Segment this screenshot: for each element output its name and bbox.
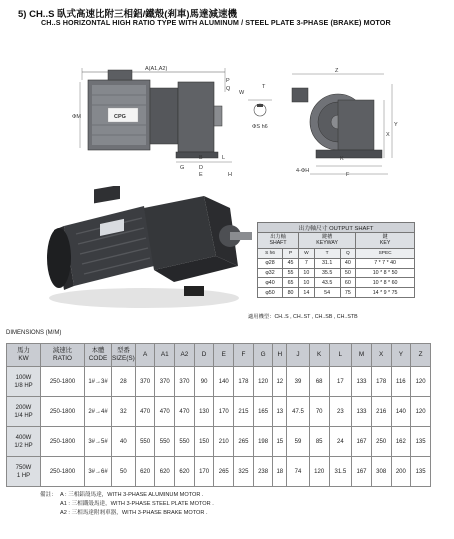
dim-size: 40 [112, 427, 136, 457]
shaft-symbol-row [258, 249, 415, 259]
dim-value: 24 [329, 427, 352, 457]
dim-code: 3#→5# [85, 427, 112, 457]
dim-label-f: F [346, 172, 350, 178]
dim-header-letter: A2 [175, 344, 195, 367]
dim-value: 167 [352, 427, 372, 457]
dim-value: 200 [391, 457, 411, 487]
shaft-cell: 55 [283, 268, 299, 278]
note-text: 三相鐵殼馬達，WITH 3-PHASE STEEL PLATE MOTOR . [71, 501, 214, 507]
dim-value: 31.5 [329, 457, 352, 487]
shaft-row [258, 278, 415, 288]
dim-label-b: B [199, 155, 203, 161]
shaft-cell: φ50 [258, 288, 283, 298]
dim-kw-cell [7, 367, 41, 397]
front-view-drawing [292, 68, 398, 178]
dim-value: 162 [391, 427, 411, 457]
shaft-cell: 35.5 [314, 268, 340, 278]
shaft-cell: 54 [314, 288, 340, 298]
shaft-cell: 14 * 9 * 75 [356, 288, 415, 298]
dim-ratio: 250-1800 [41, 367, 85, 397]
dim-value: 370 [175, 367, 195, 397]
dim-header-en: KW [18, 355, 29, 362]
dim-kw: 100W [15, 374, 32, 381]
shaft-table-body [258, 258, 415, 297]
dim-value: 133 [352, 397, 372, 427]
dim-value: 135 [411, 427, 431, 457]
dimension-row [7, 427, 431, 457]
dim-value: 39 [287, 367, 310, 397]
dim-value: 90 [194, 367, 214, 397]
dim-header-en: SIZE(S) [112, 355, 135, 362]
page-title: 5) CH..S 臥式高速比附三相鋁/鐵殼(剎車)馬達減速機 [18, 9, 238, 20]
notes [40, 491, 214, 518]
dim-value: 120 [411, 367, 431, 397]
dim-value: 15 [273, 427, 287, 457]
dim-size: 32 [112, 397, 136, 427]
shaft-cell: φ32 [258, 268, 283, 278]
dimension-row [7, 457, 431, 487]
shaft-detail-drawing [239, 84, 272, 130]
dim-code: 1#→3# [85, 367, 112, 397]
dim-header-letter: H [273, 344, 287, 367]
dim-header-kw [7, 344, 41, 367]
dim-header-letter: J [287, 344, 310, 367]
dim-hp: 1/2 HP [14, 442, 33, 449]
dimensions-header-row [7, 344, 431, 367]
dim-value: 130 [194, 397, 214, 427]
shaft-cell: 14 [299, 288, 315, 298]
dim-value: 215 [234, 397, 254, 427]
technical-drawings [0, 30, 454, 180]
brand-logo-side: CPG [114, 114, 126, 120]
dim-header-letter: Y [391, 344, 411, 367]
shaft-table-title: 出力軸尺寸 OUTPUT SHAFT [258, 223, 415, 233]
shaft-symbol-cell: Q [340, 249, 356, 259]
dim-value: 325 [234, 457, 254, 487]
shaft-group-keyway: 鍵槽 KEYWAY [299, 233, 356, 249]
dim-value: 470 [155, 397, 175, 427]
dim-label-d: D [199, 165, 203, 171]
dim-header-cn: 型番 [116, 347, 130, 354]
dim-header-ratio [41, 344, 85, 367]
dim-label-q: Q [226, 86, 231, 92]
dim-label-l: L [222, 155, 226, 161]
dim-value: 74 [287, 457, 310, 487]
dim-value: 620 [155, 457, 175, 487]
dim-hp: 1/8 HP [14, 382, 33, 389]
dim-header-letter: M [352, 344, 372, 367]
dim-kw-cell [7, 427, 41, 457]
dim-header-letter: F [234, 344, 254, 367]
shaft-cell: 75 [340, 288, 356, 298]
dim-value: 470 [175, 397, 195, 427]
dim-label-w: W [239, 90, 245, 96]
dim-value: 140 [214, 367, 234, 397]
dim-kw: 200W [15, 404, 32, 411]
shaft-row [258, 268, 415, 278]
shaft-cell: 45 [283, 258, 299, 268]
dim-label-g: G [180, 165, 185, 171]
dim-header-en: RATIO [52, 355, 73, 362]
shaft-cell: 7 [299, 258, 315, 268]
dim-value: 140 [391, 397, 411, 427]
dim-value: 250 [371, 427, 391, 457]
dim-label-y: Y [394, 122, 398, 128]
dim-header-letter: G [253, 344, 273, 367]
dim-header-cn: 本體 [91, 347, 105, 354]
dim-kw-cell [7, 397, 41, 427]
side-view-drawing [72, 66, 232, 178]
dim-header-cn: 減速比 [52, 347, 73, 354]
dim-value: 17 [329, 367, 352, 397]
dim-header-letter: L [329, 344, 352, 367]
shaft-row [258, 288, 415, 298]
dim-value: 265 [234, 427, 254, 457]
dim-label-e: E [199, 172, 203, 178]
dim-header-letter: D [194, 344, 214, 367]
dim-label-hole: 4-ΦH [296, 168, 310, 174]
shaft-cell: 7 * 7 * 40 [356, 258, 415, 268]
shaft-symbol-cell: S h6 [258, 249, 283, 259]
shaft-cell: 60 [340, 278, 356, 288]
dim-value: 68 [309, 367, 329, 397]
dim-value: 178 [371, 367, 391, 397]
dim-value: 167 [352, 457, 372, 487]
dim-value: 620 [175, 457, 195, 487]
dim-label-h: H [228, 172, 232, 178]
note-line [40, 500, 214, 509]
shaft-cell: 65 [283, 278, 299, 288]
dimensions-table-body [7, 367, 431, 487]
dim-label-phi-m: ΦM [72, 114, 81, 120]
dim-label-k: K [340, 156, 344, 162]
dim-label-phi-s: ΦS h6 [252, 124, 268, 130]
dim-label-a: A(A1,A2) [145, 66, 168, 72]
dim-value: 116 [391, 367, 411, 397]
dimension-row [7, 397, 431, 427]
page-subtitle: CH..S HORIZONTAL HIGH RATIO TYPE WITH ALUMINUM / STEEL PLATE 3-PHASE (BRAKE) MOTOR [41, 18, 391, 27]
dim-ratio: 250-1800 [41, 457, 85, 487]
dim-value: 133 [352, 367, 372, 397]
dim-label-x: X [386, 132, 390, 138]
dim-ratio: 250-1800 [41, 427, 85, 457]
dim-value: 198 [253, 427, 273, 457]
shaft-row [258, 258, 415, 268]
dim-value: 238 [253, 457, 273, 487]
shaft-cell: 10 * 8 * 60 [356, 278, 415, 288]
shaft-symbol-cell: P [283, 249, 299, 259]
dim-value: 210 [214, 427, 234, 457]
shaft-cell: φ28 [258, 258, 283, 268]
dim-value: 370 [135, 367, 155, 397]
dim-header-letter: A [135, 344, 155, 367]
dimensions-table [6, 343, 431, 487]
note-key: A : [60, 492, 67, 498]
dim-value: 12 [273, 367, 287, 397]
dim-value: 550 [135, 427, 155, 457]
dim-code: 2#→4# [85, 397, 112, 427]
dim-header-letter: Z [411, 344, 431, 367]
dim-header-code [85, 344, 112, 367]
dim-header-cn: 馬力 [17, 347, 30, 354]
dim-value: 470 [135, 397, 155, 427]
note-line [40, 509, 214, 518]
output-shaft-table [257, 222, 415, 298]
dim-kw: 750W [15, 464, 32, 471]
dim-value: 550 [155, 427, 175, 457]
dim-label-t: T [262, 84, 266, 90]
dim-header-letter: E [214, 344, 234, 367]
dim-size: 28 [112, 367, 136, 397]
dim-kw: 400W [15, 434, 32, 441]
dim-value: 70 [309, 397, 329, 427]
shaft-cell: 40 [340, 258, 356, 268]
shaft-cell: 10 [299, 278, 315, 288]
dim-value: 550 [175, 427, 195, 457]
dim-value: 170 [214, 397, 234, 427]
dim-value: 120 [309, 457, 329, 487]
dim-value: 178 [234, 367, 254, 397]
shaft-cell: 31.1 [314, 258, 340, 268]
dim-value: 47.5 [287, 397, 310, 427]
dim-value: 59 [287, 427, 310, 457]
dim-value: 18 [273, 457, 287, 487]
dim-header-letter: X [371, 344, 391, 367]
dim-header-en: CODE [88, 355, 108, 362]
shaft-cell: 10 * 8 * 50 [356, 268, 415, 278]
dimensions-label: DIMENSIONS (M/M) [6, 330, 62, 336]
dim-value: 170 [194, 457, 214, 487]
dim-value: 135 [411, 457, 431, 487]
dim-header-letter: K [309, 344, 329, 367]
dim-value: 85 [309, 427, 329, 457]
dim-value: 620 [135, 457, 155, 487]
note-prefix: 備註： [40, 492, 57, 498]
dim-value: 13 [273, 397, 287, 427]
dim-value: 165 [253, 397, 273, 427]
applicable-models: 適用機型：CH..S , CH..ST , CH..SB , CH..STB [248, 314, 358, 320]
dim-value: 370 [155, 367, 175, 397]
dim-value: 265 [214, 457, 234, 487]
dim-value: 23 [329, 397, 352, 427]
dim-value: 120 [411, 397, 431, 427]
dim-label-z: Z [335, 68, 339, 74]
dimension-row [7, 367, 431, 397]
shaft-symbol-cell: W [299, 249, 315, 259]
shaft-cell: φ40 [258, 278, 283, 288]
note-text: 三相馬達附剎車器，WITH 3-PHASE BRAKE MOTOR . [71, 510, 208, 516]
note-line [40, 491, 214, 500]
dim-value: 216 [371, 397, 391, 427]
note-key: A2 : [60, 510, 70, 516]
shaft-group-shaft: 出力軸 SHAFT [258, 233, 299, 249]
dim-value: 120 [253, 367, 273, 397]
shaft-cell: 50 [340, 268, 356, 278]
shaft-symbol-cell: SPEC [356, 249, 415, 259]
note-key: A1 : [60, 501, 70, 507]
dim-header-letter: A1 [155, 344, 175, 367]
shaft-group-key: 鍵 KEY [356, 233, 415, 249]
note-text: 三相鋁殼馬達，WITH 3-PHASE ALUMINUM MOTOR . [68, 492, 204, 498]
dim-size: 50 [112, 457, 136, 487]
product-photo [34, 186, 264, 321]
dim-hp: 1 HP [16, 472, 31, 479]
dim-hp: 1/4 HP [14, 412, 33, 419]
dim-value: 150 [194, 427, 214, 457]
dim-value: 308 [371, 457, 391, 487]
shaft-cell: 10 [299, 268, 315, 278]
shaft-cell: 43.5 [314, 278, 340, 288]
shaft-cell: 80 [283, 288, 299, 298]
dim-header-sizes [112, 344, 136, 367]
dim-label-p: P [226, 78, 230, 84]
dim-code: 3#→6# [85, 457, 112, 487]
dim-kw-cell [7, 457, 41, 487]
shaft-symbol-cell: T [314, 249, 340, 259]
dim-ratio: 250-1800 [41, 397, 85, 427]
